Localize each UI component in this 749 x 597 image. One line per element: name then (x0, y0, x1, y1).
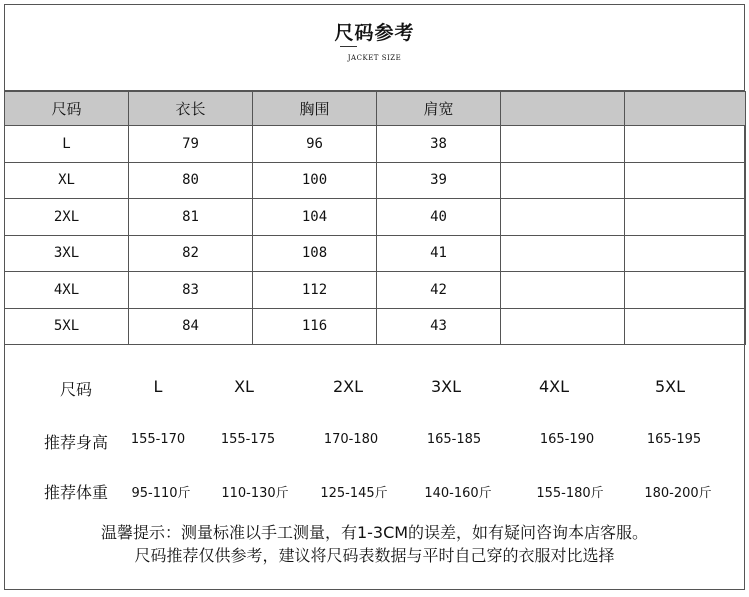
empty-cell (501, 235, 625, 272)
chest-cell: 116 (253, 308, 377, 345)
column-header-length: 衣长 (129, 92, 253, 126)
height-range: 155-170 (130, 432, 186, 447)
table-row (5, 199, 746, 236)
table-row (5, 308, 746, 345)
empty-cell (501, 199, 625, 236)
height-range: 165-190 (539, 432, 595, 447)
empty-cell (625, 126, 746, 163)
chest-cell: 100 (253, 162, 377, 199)
length-cell: 82 (129, 235, 253, 272)
chest-cell: 112 (253, 272, 377, 309)
size-chart-table (4, 91, 746, 345)
size-cell: 5XL (5, 308, 129, 345)
length-cell: 80 (129, 162, 253, 199)
height-row-label: 推荐身高 (43, 433, 109, 452)
shoulder-cell: 42 (377, 272, 501, 309)
table-header-row (5, 92, 746, 126)
size-heading: 2XL (332, 377, 364, 396)
weight-range: 155-180斤 (536, 486, 604, 501)
page-title: 尺码参考 (334, 22, 415, 44)
shoulder-cell: 40 (377, 199, 501, 236)
table-row (5, 272, 746, 309)
measurement-note: 温馨提示：测量标准以手工测量，有1-3CM的误差，如有疑问咨询本店客服。 (100, 523, 649, 542)
size-heading: 5XL (654, 377, 686, 396)
size-cell: 2XL (5, 199, 129, 236)
weight-range: 95-110斤 (131, 486, 191, 501)
shoulder-cell: 41 (377, 235, 501, 272)
length-cell: 79 (129, 126, 253, 163)
chest-cell: 96 (253, 126, 377, 163)
empty-cell (625, 272, 746, 309)
column-header-empty (625, 92, 746, 126)
empty-cell (625, 235, 746, 272)
recommendation-weight-row (4, 480, 745, 506)
height-range: 170-180 (323, 432, 379, 447)
empty-cell (625, 199, 746, 236)
chest-cell: 108 (253, 235, 377, 272)
size-heading: L (153, 377, 163, 396)
size-heading: 4XL (538, 377, 570, 396)
chest-cell: 104 (253, 199, 377, 236)
size-row-label: 尺码 (59, 380, 93, 399)
recommendation-size-row (4, 377, 745, 403)
column-header-chest: 胸围 (253, 92, 377, 126)
empty-cell (501, 272, 625, 309)
weight-range: 180-200斤 (644, 486, 712, 501)
weight-range: 125-145斤 (320, 486, 388, 501)
height-range: 165-185 (426, 432, 482, 447)
column-header-size: 尺码 (5, 92, 129, 126)
height-range: 165-195 (646, 432, 702, 447)
table-row (5, 126, 746, 163)
length-cell: 84 (129, 308, 253, 345)
title-divider (340, 46, 357, 47)
empty-cell (501, 162, 625, 199)
recommendation-note: 尺码推荐仅供参考，建议将尺码表数据与平时自己穿的衣服对比选择 (134, 546, 615, 565)
weight-row-label: 推荐体重 (43, 483, 109, 502)
length-cell: 81 (129, 199, 253, 236)
size-cell: 4XL (5, 272, 129, 309)
size-cell: L (5, 126, 129, 163)
recommendation-height-row (4, 430, 745, 456)
weight-range: 140-160斤 (424, 486, 492, 501)
empty-cell (625, 308, 746, 345)
weight-range: 110-130斤 (221, 486, 289, 501)
shoulder-cell: 43 (377, 308, 501, 345)
column-header-empty (501, 92, 625, 126)
size-cell: 3XL (5, 235, 129, 272)
empty-cell (625, 162, 746, 199)
size-cell: XL (5, 162, 129, 199)
shoulder-cell: 39 (377, 162, 501, 199)
size-heading: XL (234, 377, 254, 396)
empty-cell (501, 308, 625, 345)
size-heading: 3XL (430, 377, 462, 396)
height-range: 155-175 (220, 432, 276, 447)
page-subtitle: JACKET SIZE (347, 54, 402, 62)
column-header-shoulder: 肩宽 (377, 92, 501, 126)
shoulder-cell: 38 (377, 126, 501, 163)
table-row (5, 162, 746, 199)
length-cell: 83 (129, 272, 253, 309)
table-row (5, 235, 746, 272)
empty-cell (501, 126, 625, 163)
